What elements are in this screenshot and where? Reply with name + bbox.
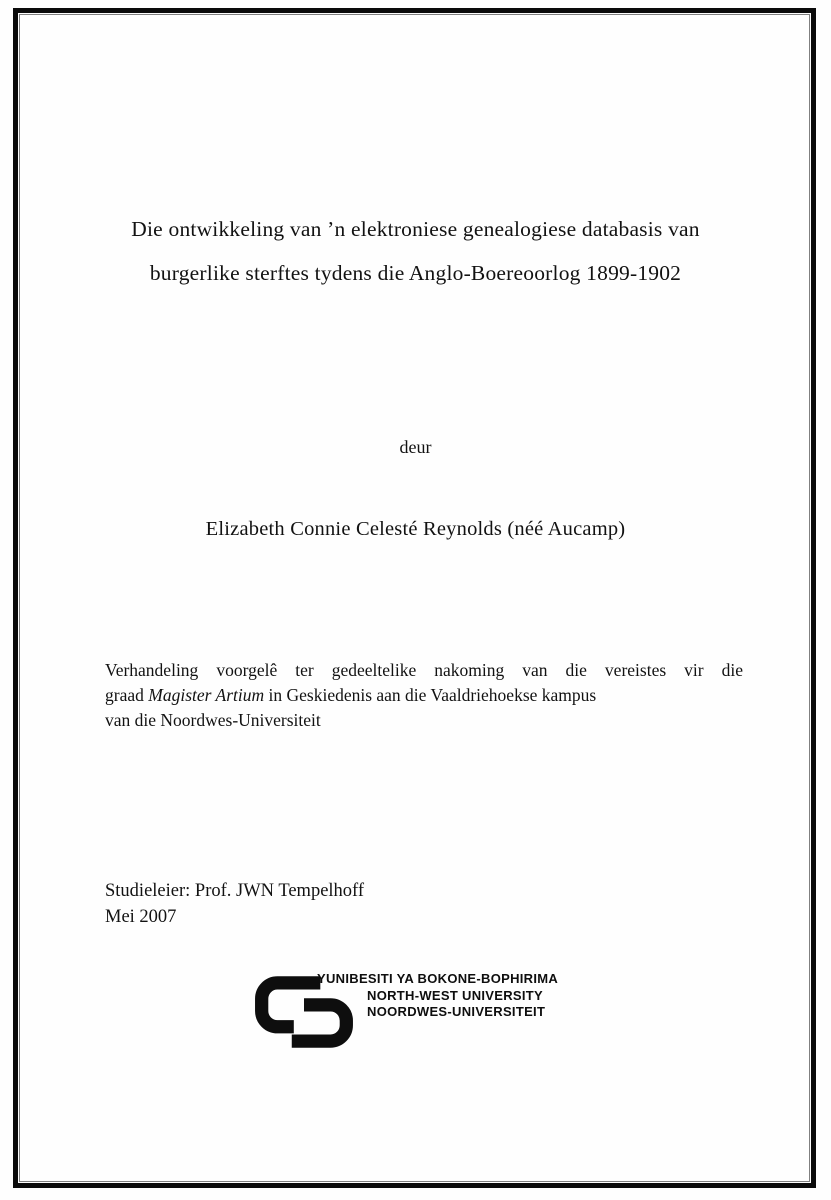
supervisor-line: Studieleier: Prof. JWN Tempelhoff xyxy=(105,881,365,901)
degree-name-italic: Magister Artium xyxy=(148,684,265,705)
logo-line-english: NORTH-WEST UNIVERSITY xyxy=(367,987,544,1003)
thesis-title xyxy=(40,207,791,295)
logo-line-afrikaans: NOORDWES-UNIVERSITEIT xyxy=(367,1004,546,1020)
degree-statement-line2 xyxy=(105,683,743,708)
university-logo xyxy=(253,969,593,1053)
degree-statement-line3: van die Noordwes-Universiteit xyxy=(105,709,321,730)
degree-statement-line1: Verhandeling voorgelê ter gedeeltelike nakoming van die vereistes vir die xyxy=(105,660,743,680)
author-name: Elizabeth Connie Celesté Reynolds (néé Aucamp) xyxy=(205,518,626,540)
logo-line-setswana: YUNIBESITI YA BOKONE-BOPHIRIMA xyxy=(317,971,559,986)
university-logo-text xyxy=(317,971,558,1021)
supervisor-block xyxy=(105,879,364,930)
byline-label: deur xyxy=(399,437,432,457)
degree-statement-line2-prefix: graad xyxy=(105,684,149,705)
date-line: Mei 2007 xyxy=(105,906,177,927)
thesis-title-line1: Die ontwikkeling van ’n elektroniese genealogiese databasis van xyxy=(131,217,700,241)
degree-statement-line2-suffix: in Geskiedenis aan die Vaaldriehoekse kampus xyxy=(264,684,597,705)
thesis-title-line2: burgerlike sterftes tydens die Anglo-Boereoorlog 1899-1902 xyxy=(149,261,682,285)
degree-statement xyxy=(105,658,743,732)
